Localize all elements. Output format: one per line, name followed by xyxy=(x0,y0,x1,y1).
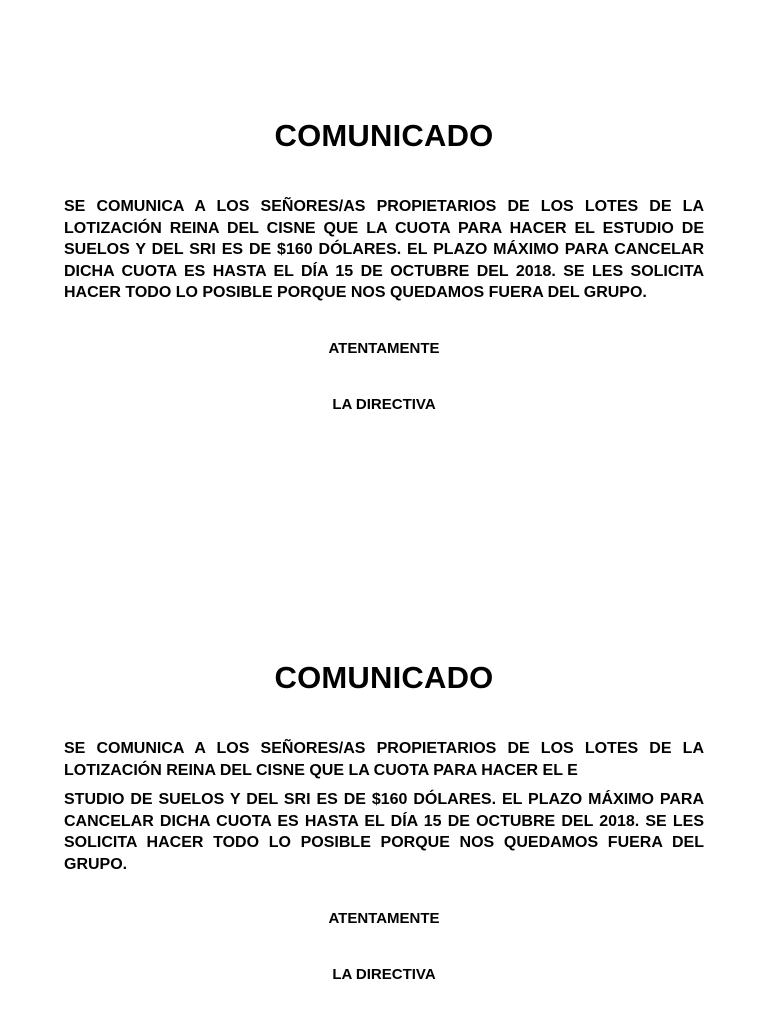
notice-body-part-2: STUDIO DE SUELOS Y DEL SRI ES DE $160 DÓLARES. EL PLAZO MÁXIMO PARA CANCELAR DICHA CUOTA ES HASTA EL DÍA 15 DE OCTUBRE DEL 2018. SE LES SOLICITA HACER TODO LO POSIBLE PORQUE NOS QUEDAMOS FUERA DEL GRUPO. xyxy=(64,791,704,873)
notice-regards: ATENTAMENTE xyxy=(328,339,440,357)
notice-regards: ATENTAMENTE xyxy=(328,909,440,927)
notice-second xyxy=(64,658,704,985)
notice-body-part-1: SE COMUNICA A LOS SEÑORES/AS PROPIETARIOS DE LOS LOTES DE LA LOTIZACIÓN REINA DEL CISNE QUE LA CUOTA PARA HACER EL E xyxy=(64,740,704,779)
notice-signature: LA DIRECTIVA xyxy=(332,395,436,413)
notice-title: COMUNICADO xyxy=(274,118,494,153)
notice-first xyxy=(64,116,704,415)
notice-title: COMUNICADO xyxy=(274,660,494,695)
notice-body: SE COMUNICA A LOS SEÑORES/AS PROPIETARIOS DE LOS LOTES DE LA LOTIZACIÓN REINA DEL CISNE QUE LA CUOTA PARA HACER EL ESTUDIO DE SUELOS Y DEL SRI ES DE $160 DÓLARES. EL PLAZO MÁXIMO PARA CANCELAR DICHA CUOTA ES HASTA EL DÍA 15 DE OCTUBRE DEL 2018. SE LES SOLICITA HACER TODO LO POSIBLE PORQUE NOS QUEDAMOS FUERA DEL GRUPO. xyxy=(64,198,704,302)
notice-signature: LA DIRECTIVA xyxy=(332,965,436,983)
